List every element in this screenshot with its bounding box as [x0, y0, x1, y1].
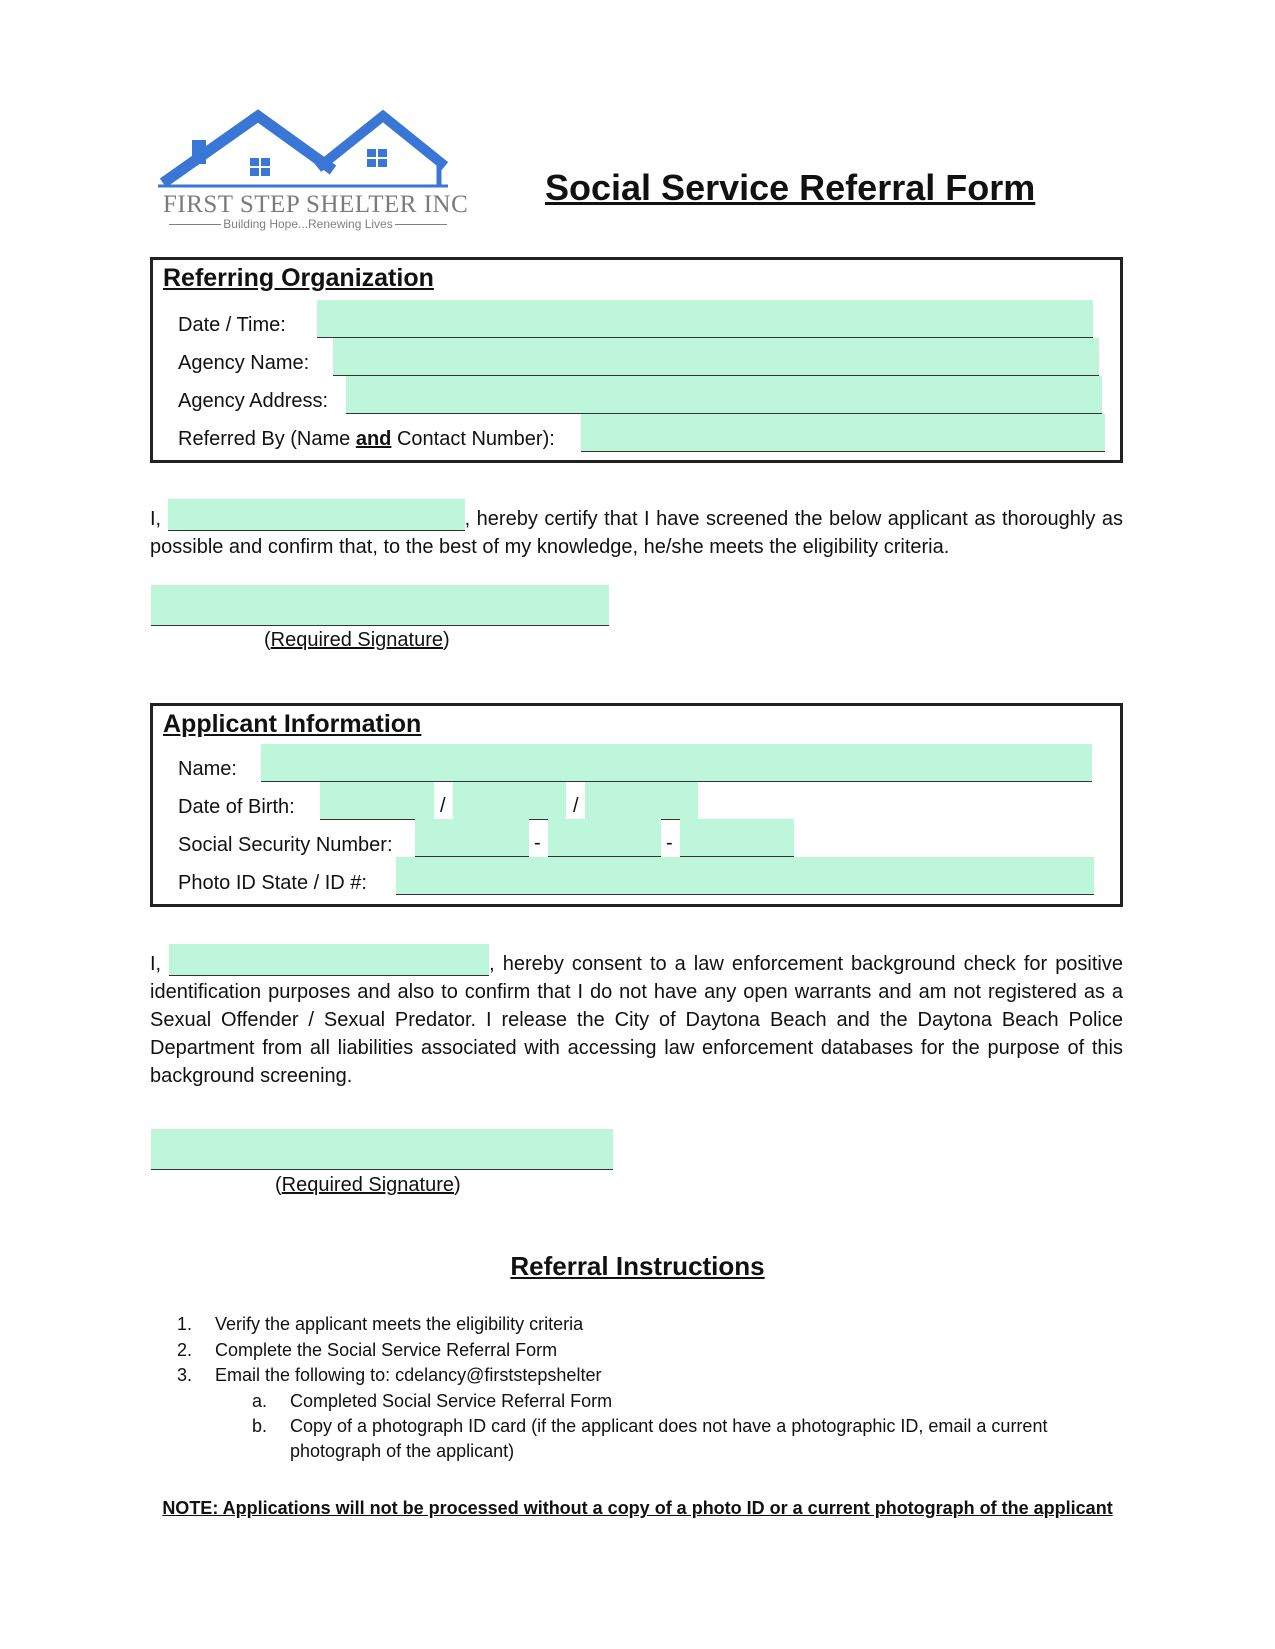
instructions-heading: Referral Instructions	[510, 1251, 765, 1281]
ssn-part2-field[interactable]	[548, 819, 661, 857]
dob-month-field[interactable]	[320, 782, 434, 820]
dob-label: Date of Birth:	[178, 796, 295, 818]
certifier-name-field[interactable]	[168, 499, 465, 531]
consent-statement: I, , hereby consent to a law enforcement background check for positive identification purposes and also to confirm that I do not have any open warrants and am not registered as a Sexual Offender / Sexual Predator. I release the City of Daytona Beach and the Daytona Beach Police Department from all liabilities associated with accessing law enforcement databases for the purpose of this background screening.	[150, 950, 1123, 1090]
photo-id-field[interactable]	[396, 857, 1094, 895]
referring-organization-section	[150, 257, 1123, 463]
applicant-information-section	[150, 703, 1123, 907]
date-time-label: Date / Time:	[178, 314, 286, 336]
houses-logo-icon	[158, 108, 458, 198]
section-heading: Referring Organization	[163, 264, 434, 292]
consenter-name-field[interactable]	[169, 944, 489, 976]
agency-name-label: Agency Name:	[178, 352, 310, 374]
logo-tagline: Building Hope...Renewing Lives	[158, 217, 458, 231]
logo-name: FIRST STEP SHELTER INC	[163, 191, 469, 218]
dob-day-field[interactable]	[453, 782, 566, 820]
list-subitem-continuation: photograph of the applicant)	[290, 1441, 515, 1461]
page-title: Social Service Referral Form	[545, 167, 1036, 208]
applicant-signature-field[interactable]	[151, 1129, 613, 1170]
ssn-separator: -	[534, 832, 541, 854]
agency-address-field[interactable]	[346, 376, 1102, 414]
agency-address-label: Agency Address:	[178, 390, 329, 412]
dob-separator: /	[440, 795, 446, 817]
section-heading: Applicant Information	[163, 710, 422, 738]
ssn-label: Social Security Number:	[178, 834, 393, 856]
ssn-part1-field[interactable]	[415, 819, 529, 857]
applicant-name-field[interactable]	[261, 744, 1092, 782]
ssn-part3-field[interactable]	[680, 819, 794, 857]
photo-id-label: Photo ID State / ID #:	[178, 872, 367, 894]
applicant-name-label: Name:	[178, 758, 237, 780]
referred-by-field[interactable]	[581, 414, 1105, 452]
ssn-separator: -	[666, 832, 673, 854]
certify-statement: I, , hereby certify that I have screened the below applicant as thoroughly as possible and confirm that, to the best of my knowledge, he/she meets the eligibility criteria.	[150, 505, 1123, 561]
date-time-field[interactable]	[317, 300, 1093, 338]
signature-caption: (Required Signature)	[264, 629, 450, 651]
referred-by-label: Referred By (Name and Contact Number):	[178, 428, 555, 450]
agency-name-field[interactable]	[333, 338, 1099, 376]
certifier-signature-field[interactable]	[151, 585, 609, 626]
first-step-shelter-logo	[158, 108, 469, 238]
note-text: NOTE: Applications will not be processed without a copy of a photo ID or a current photograph of the applicant	[162, 1498, 1113, 1518]
dob-year-field[interactable]	[585, 782, 698, 820]
signature-caption: (Required Signature)	[275, 1174, 461, 1196]
dob-separator: /	[573, 795, 579, 817]
